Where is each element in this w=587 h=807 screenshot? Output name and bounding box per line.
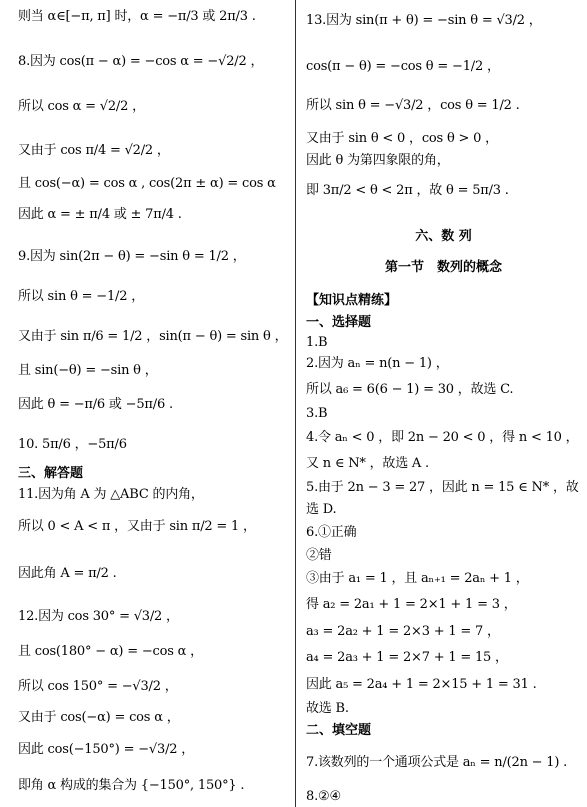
text-line: 因此 θ = −π/6 或 −5π/6 . (18, 397, 173, 412)
text-line: 13.因为 sin(π + θ) = −sin θ = √3/2 ， (306, 13, 542, 28)
text-line: 且 cos(−α) = cos α , cos(2π ± α) = cos α (18, 176, 276, 191)
text-line: 选 D. (306, 502, 337, 517)
section-heading: 二、填空题 (306, 723, 372, 738)
text-line: 故选 B. (306, 701, 349, 716)
text-line: 8.因为 cos(π − α) = −cos α = −√2/2 ， (18, 54, 264, 69)
knowledge-heading: 【知识点精练】 (306, 293, 398, 308)
section-title: 第一节 数列的概念 (384, 260, 502, 275)
text-line: 又由于 sin π/6 = 1/2 ，sin(π − θ) = sin θ ， (18, 329, 288, 344)
text-line: 所以 sin θ = −√3/2 ，cos θ = 1/2 . (306, 98, 520, 113)
text-line: 4.令 aₙ < 0 ，即 2n − 20 < 0 ，得 n < 10 ， (306, 430, 579, 445)
text-line: a₄ = 2a₃ + 1 = 2×7 + 1 = 15 ， (306, 650, 508, 665)
text-line: 则当 α∈[−π, π] 时，α = −π/3 或 2π/3 . (18, 9, 256, 24)
text-line: 9.因为 sin(2π − θ) = −sin θ = 1/2 ， (18, 249, 246, 264)
text-line: 11.因为角 A 为 △ABC 的内角， (18, 487, 204, 502)
text-line: 所以 cos α = √2/2 ， (18, 99, 145, 114)
text-line: 5.由于 2n − 3 = 27 ，因此 n = 15 ∈ N* ，故 (306, 480, 579, 495)
text-line: 因此角 A = π/2 . (18, 566, 117, 581)
section-heading: 一、选择题 (306, 315, 372, 330)
text-line: ③由于 a₁ = 1 ，且 aₙ₊₁ = 2aₙ + 1 ， (306, 571, 529, 586)
section-heading: 三、解答题 (18, 466, 84, 481)
text-line: 即 3π/2 < θ < 2π ，故 θ = 5π/3 . (306, 183, 509, 198)
text-line: 2.因为 aₙ = n(n − 1) ， (306, 356, 449, 371)
text-line: 12.因为 cos 30° = √3/2 ， (18, 609, 179, 624)
text-line: 得 a₂ = 2a₁ + 1 = 2×1 + 1 = 3 ， (306, 597, 517, 612)
text-line: 所以 a₆ = 6(6 − 1) = 30 ，故选 C. (306, 382, 514, 397)
text-line: 因此 a₅ = 2a₄ + 1 = 2×15 + 1 = 31 . (306, 677, 537, 692)
chapter-title: 六、数 列 (415, 229, 472, 244)
text-line: cos(π − θ) = −cos θ = −1/2 ， (306, 59, 500, 74)
text-line: 6.①正确 (306, 525, 357, 540)
text-line: 又由于 cos π/4 = √2/2 ， (18, 143, 170, 158)
text-line: 所以 cos 150° = −√3/2 ， (18, 679, 178, 694)
column-divider (295, 0, 296, 807)
text-line: 因此 θ 为第四象限的角， (306, 153, 450, 168)
text-line: 且 sin(−θ) = −sin θ ， (18, 363, 158, 378)
text-line: 又 n ∈ N* ，故选 A . (306, 456, 429, 471)
text-line: 因此 α = ± π/4 或 ± 7π/4 . (18, 207, 182, 222)
text-line: 10. 5π/6 ，−5π/6 (18, 437, 127, 452)
text-line: 所以 0 < A < π ，又由于 sin π/2 = 1 ， (18, 519, 256, 534)
text-line: 且 cos(180° − α) = −cos α ， (18, 644, 203, 659)
text-line: 又由于 sin θ < 0 ，cos θ > 0 ， (306, 131, 498, 146)
text-line: 3.B (306, 406, 328, 421)
text-line: 1.B (306, 335, 328, 350)
text-line: 8.②④ (306, 789, 341, 804)
text-line: 所以 sin θ = −1/2 ， (18, 289, 144, 304)
text-line: 因此 cos(−150°) = −√3/2 ， (18, 742, 195, 757)
text-line: 7.该数列的一个通项公式是 aₙ = n/(2n − 1) . (306, 755, 568, 770)
text-line: ②错 (306, 548, 332, 563)
text-line: a₃ = 2a₂ + 1 = 2×3 + 1 = 7 ， (306, 624, 500, 639)
text-line: 即角 α 构成的集合为 {−150°, 150°} . (18, 778, 245, 793)
text-line: 又由于 cos(−α) = cos α ， (18, 710, 180, 725)
